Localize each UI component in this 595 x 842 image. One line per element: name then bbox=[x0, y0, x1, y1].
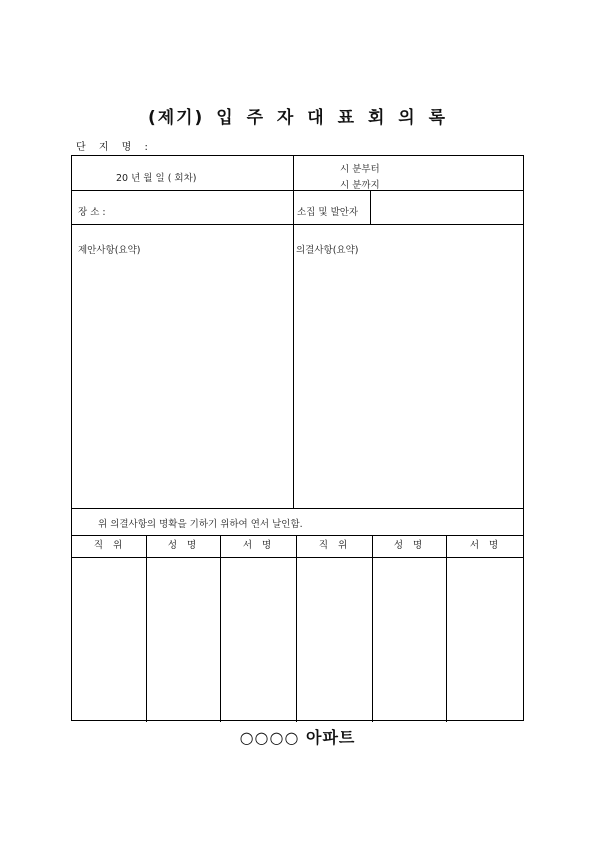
row-divider-2 bbox=[72, 224, 523, 225]
proposals-label: 제안사항(요약) bbox=[78, 245, 141, 256]
place-label: 장 소 : bbox=[78, 207, 106, 218]
apartment-name: ○○○○ 아파트 bbox=[239, 728, 356, 747]
sig-col-divider-1 bbox=[146, 535, 147, 722]
sig-header-signature-1: 서명 bbox=[242, 540, 282, 551]
time-end-label: 시 분까지 bbox=[340, 180, 380, 191]
meeting-date-line: 20 년 월 일 ( 회차) bbox=[116, 173, 197, 184]
sig-col-divider-4 bbox=[372, 535, 373, 722]
sig-col-divider-2 bbox=[220, 535, 221, 722]
row-divider-1 bbox=[72, 190, 523, 191]
sig-col-divider-5 bbox=[446, 535, 447, 722]
sig-col-divider-3 bbox=[296, 535, 297, 722]
complex-name-label: 단 지 명 : bbox=[76, 142, 153, 153]
row-divider-5 bbox=[72, 557, 523, 558]
document-title: (제기) 입 주 자 대 표 회 의 록 bbox=[147, 108, 448, 128]
sig-header-name-2: 성명 bbox=[393, 540, 433, 551]
sig-header-signature-2: 서명 bbox=[469, 540, 509, 551]
center-divider bbox=[293, 156, 294, 508]
attestation-text: 위 의결사항의 명확을 기하기 위하여 연서 날인함. bbox=[98, 519, 303, 530]
resolutions-label: 의결사항(요약) bbox=[296, 245, 359, 256]
sig-header-name-1: 성명 bbox=[167, 540, 207, 551]
time-start-label: 시 분부터 bbox=[340, 164, 380, 175]
row-divider-3 bbox=[72, 508, 523, 509]
convener-divider bbox=[370, 190, 371, 224]
sig-header-position-2: 직위 bbox=[318, 540, 358, 551]
minutes-form bbox=[71, 155, 524, 721]
convener-label: 소집 및 발안자 bbox=[297, 207, 359, 218]
sig-header-position-1: 직위 bbox=[93, 540, 133, 551]
